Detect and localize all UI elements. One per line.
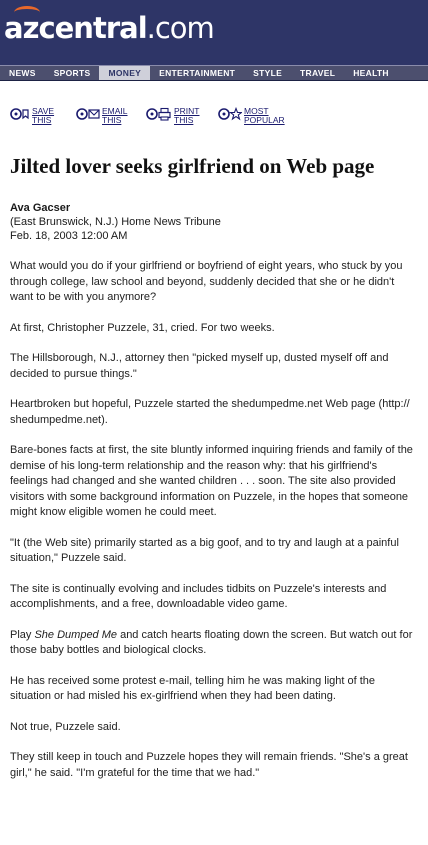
logo-dotcom: .com	[146, 11, 214, 45]
paragraph-text: and catch hearts floating down the screen. But watch out for those baby bottles and biological clocks.	[10, 628, 413, 656]
nav-item-travel[interactable]: TRAVEL	[300, 68, 336, 78]
nav-item-style[interactable]: STYLE	[253, 68, 283, 78]
article-paragraph: They still keep in touch and Puzzele hopes they will remain friends. "She's a great girl," he said. "I'm grateful for the time that we had."	[10, 751, 408, 779]
source-name: (East Brunswick, N.J.) Home News Tribune	[10, 216, 221, 228]
save-this-button[interactable]	[10, 107, 64, 125]
article-paragraph: Heartbroken but hopeful, Puzzele started the shedumpedme.net Web page (http:// shedumpedme.net).	[10, 398, 410, 426]
author-name: Ava Gacser	[10, 202, 71, 214]
star-icon	[218, 107, 242, 121]
site-header	[0, 0, 428, 65]
logo-az: az	[4, 11, 39, 45]
print-icon	[146, 107, 172, 121]
site-logo[interactable]	[4, 11, 214, 45]
nav-item-entertainment[interactable]: ENTERTAINMENT	[159, 68, 236, 78]
nav-item-sports[interactable]: SPORTS	[53, 68, 91, 78]
article-tools	[0, 81, 428, 131]
print-this-label: PRINT THIS	[174, 106, 200, 125]
save-icon	[10, 107, 30, 121]
publish-date: Feb. 18, 2003 12:00 AM	[10, 230, 128, 242]
article-paragraph: The Hillsborough, N.J., attorney then "picked myself up, dusted myself off and decided to pursue things."	[10, 352, 389, 380]
article-paragraph: What would you do if your girlfriend or boyfriend of eight years, who stuck by you through college, law school and beyond, suddenly decided that she or he didn't want to be with you anymore?	[10, 260, 403, 303]
print-this-button[interactable]	[146, 107, 206, 125]
main-nav	[0, 65, 428, 81]
paragraph-text: Play	[10, 628, 35, 641]
email-this-button[interactable]	[76, 107, 134, 125]
article-paragraph: "It (the Web site) primarily started as a big goof, and to try and laugh at a painful situation," Puzzele said.	[10, 536, 399, 564]
nav-item-news[interactable]: NEWS	[9, 68, 36, 78]
game-title: She Dumped Me	[34, 628, 118, 641]
email-icon	[76, 107, 100, 121]
nav-item-health[interactable]: HEALTH	[353, 68, 389, 78]
article-paragraph: The site is continually evolving and includes tidbits on Puzzele's interests and accomplishments, and a free, downloadable video game.	[10, 582, 387, 610]
article-paragraph: He has received some protest e-mail, telling him he was making light of the situation or had misled his ex-girlfriend when they had been dating.	[10, 674, 376, 702]
nav-item-money[interactable]: MONEY	[99, 66, 150, 80]
most-popular-button[interactable]	[218, 107, 294, 125]
article-paragraph: Not true, Puzzele said.	[10, 720, 121, 733]
article-title: Jilted lover seeks girlfriend on Web page	[10, 154, 375, 178]
email-this-label: EMAIL THIS	[102, 106, 128, 125]
article-body	[10, 259, 418, 781]
article-paragraph	[10, 628, 418, 659]
most-popular-label: MOST POPULAR	[244, 106, 285, 125]
article-paragraph: Bare-bones facts at first, the site bluntly informed inquiring friends and family of the demise of his long-term relationship and the reason why: that his girlfriend's feelings had changed and she wanted children . . . soon. The site also provided visitors with some background information on Puzzele, in the hopes that someone might know eligible women he could meet.	[10, 444, 413, 518]
save-this-label: SAVE THIS	[32, 106, 55, 125]
byline	[10, 201, 418, 243]
logo-central: central	[38, 11, 147, 45]
article-paragraph: At first, Christopher Puzzele, 31, cried. For two weeks.	[10, 321, 275, 334]
